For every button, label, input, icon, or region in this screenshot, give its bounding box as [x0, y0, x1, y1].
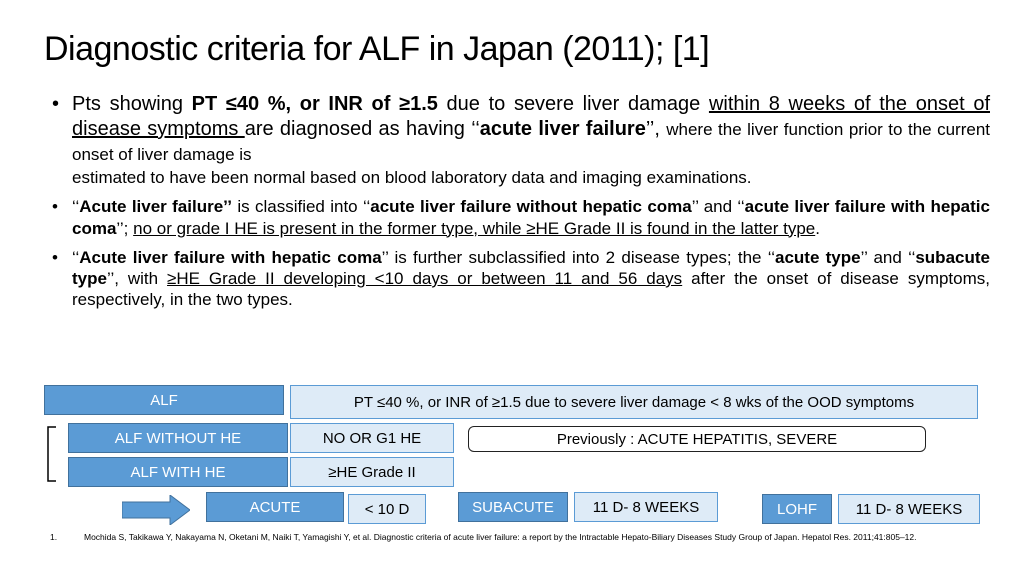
subacute-box: SUBACUTE [458, 492, 568, 522]
he-grade-ii-box: ≥HE Grade II [290, 457, 454, 487]
text-span: ’’ and ‘‘ [691, 197, 745, 217]
text-span: after the onset of disease symptoms, respectively, in the two types. [72, 269, 990, 310]
text-span: ‘‘ [72, 247, 80, 267]
alf-without-he-box: ALF WITHOUT HE [68, 423, 288, 453]
bullet-item-3 [52, 247, 990, 311]
bracket-icon [40, 425, 60, 483]
lohf-box: LOHF [762, 494, 832, 524]
bullet-dot: • [52, 93, 60, 115]
acute-duration-box: < 10 D [348, 494, 426, 524]
bullet-item-1 [52, 92, 990, 188]
underlined-span: within 8 weeks of the onset of disease symptoms [72, 93, 990, 140]
text-span: ‘‘ [72, 197, 80, 217]
text-span: ’’ is further subclassified into 2 disease types; the ‘‘ [381, 247, 775, 267]
slide-title: Diagnostic criteria for ALF in Japan (2011); [1] [44, 30, 710, 68]
bullet-dot: • [52, 247, 58, 267]
text-span: ’’, [645, 118, 667, 140]
bold-span: subacute type [72, 247, 990, 288]
subacute-duration-box: 11 D- 8 WEEKS [574, 492, 718, 522]
bullet-item-2 [52, 196, 990, 239]
reference-number: 1. [50, 532, 58, 542]
alf-definition-box: PT ≤40 %, or INR of ≥1.5 due to severe liver damage < 8 wks of the OOD symptoms [290, 385, 978, 419]
alf-box: ALF [44, 385, 284, 415]
text-span: ’’, with [106, 269, 168, 288]
underlined-span: ≥HE Grade II developing <10 days or between 11 and 56 days [167, 269, 683, 288]
bold-span: acute liver failure [479, 118, 646, 140]
text-span: ’’ and ‘‘ [860, 247, 916, 267]
no-g1-he-box: NO OR G1 HE [290, 423, 454, 453]
acute-box: ACUTE [206, 492, 344, 522]
bold-span: Acute liver failure’’ [79, 197, 232, 217]
arrow-right-icon [122, 495, 190, 525]
text-span: due to severe liver damage [437, 93, 709, 115]
reference-text: Mochida S, Takikawa Y, Nakayama N, Oketani M, Naiki T, Yamagishi Y, et al. Diagnostic criteria of acute liver failure: a report by the Intractable Hepato-Biliary Diseases Study Group of Japan. Hepatol Res. 2011;41:805–12. [84, 532, 917, 542]
reference-footnote [50, 532, 990, 543]
text-span: where the liver function prior to the current onset of liver damage is [72, 120, 991, 164]
text-span: . [815, 218, 820, 238]
text-span: is classified into ‘‘ [231, 197, 371, 217]
bold-span: acute liver failure without hepatic coma [370, 197, 692, 217]
text-span: Pts showing [72, 93, 192, 115]
bold-span: Acute liver failure with hepatic coma [79, 247, 382, 267]
underlined-span: no or grade I HE is present in the former type, while ≥HE Grade II is found in the latter type [133, 218, 816, 238]
bold-span: acute liver failure with hepatic coma [72, 197, 990, 238]
alf-with-he-box: ALF WITH HE [68, 457, 288, 487]
text-span: estimated to have been normal based on blood laboratory data and imaging examinations. [72, 168, 752, 187]
previously-acute-hepatitis-box: Previously : ACUTE HEPATITIS, SEVERE [468, 426, 926, 452]
bullet-list [52, 92, 990, 311]
bold-span: acute type [774, 247, 861, 267]
bold-span: PT ≤40 %, or INR of ≥1.5 [191, 93, 438, 115]
lohf-duration-box: 11 D- 8 WEEKS [838, 494, 980, 524]
bullet-dot: • [52, 197, 58, 217]
text-span: ’’; [116, 218, 134, 238]
text-span: are diagnosed as having ‘‘ [244, 118, 480, 140]
